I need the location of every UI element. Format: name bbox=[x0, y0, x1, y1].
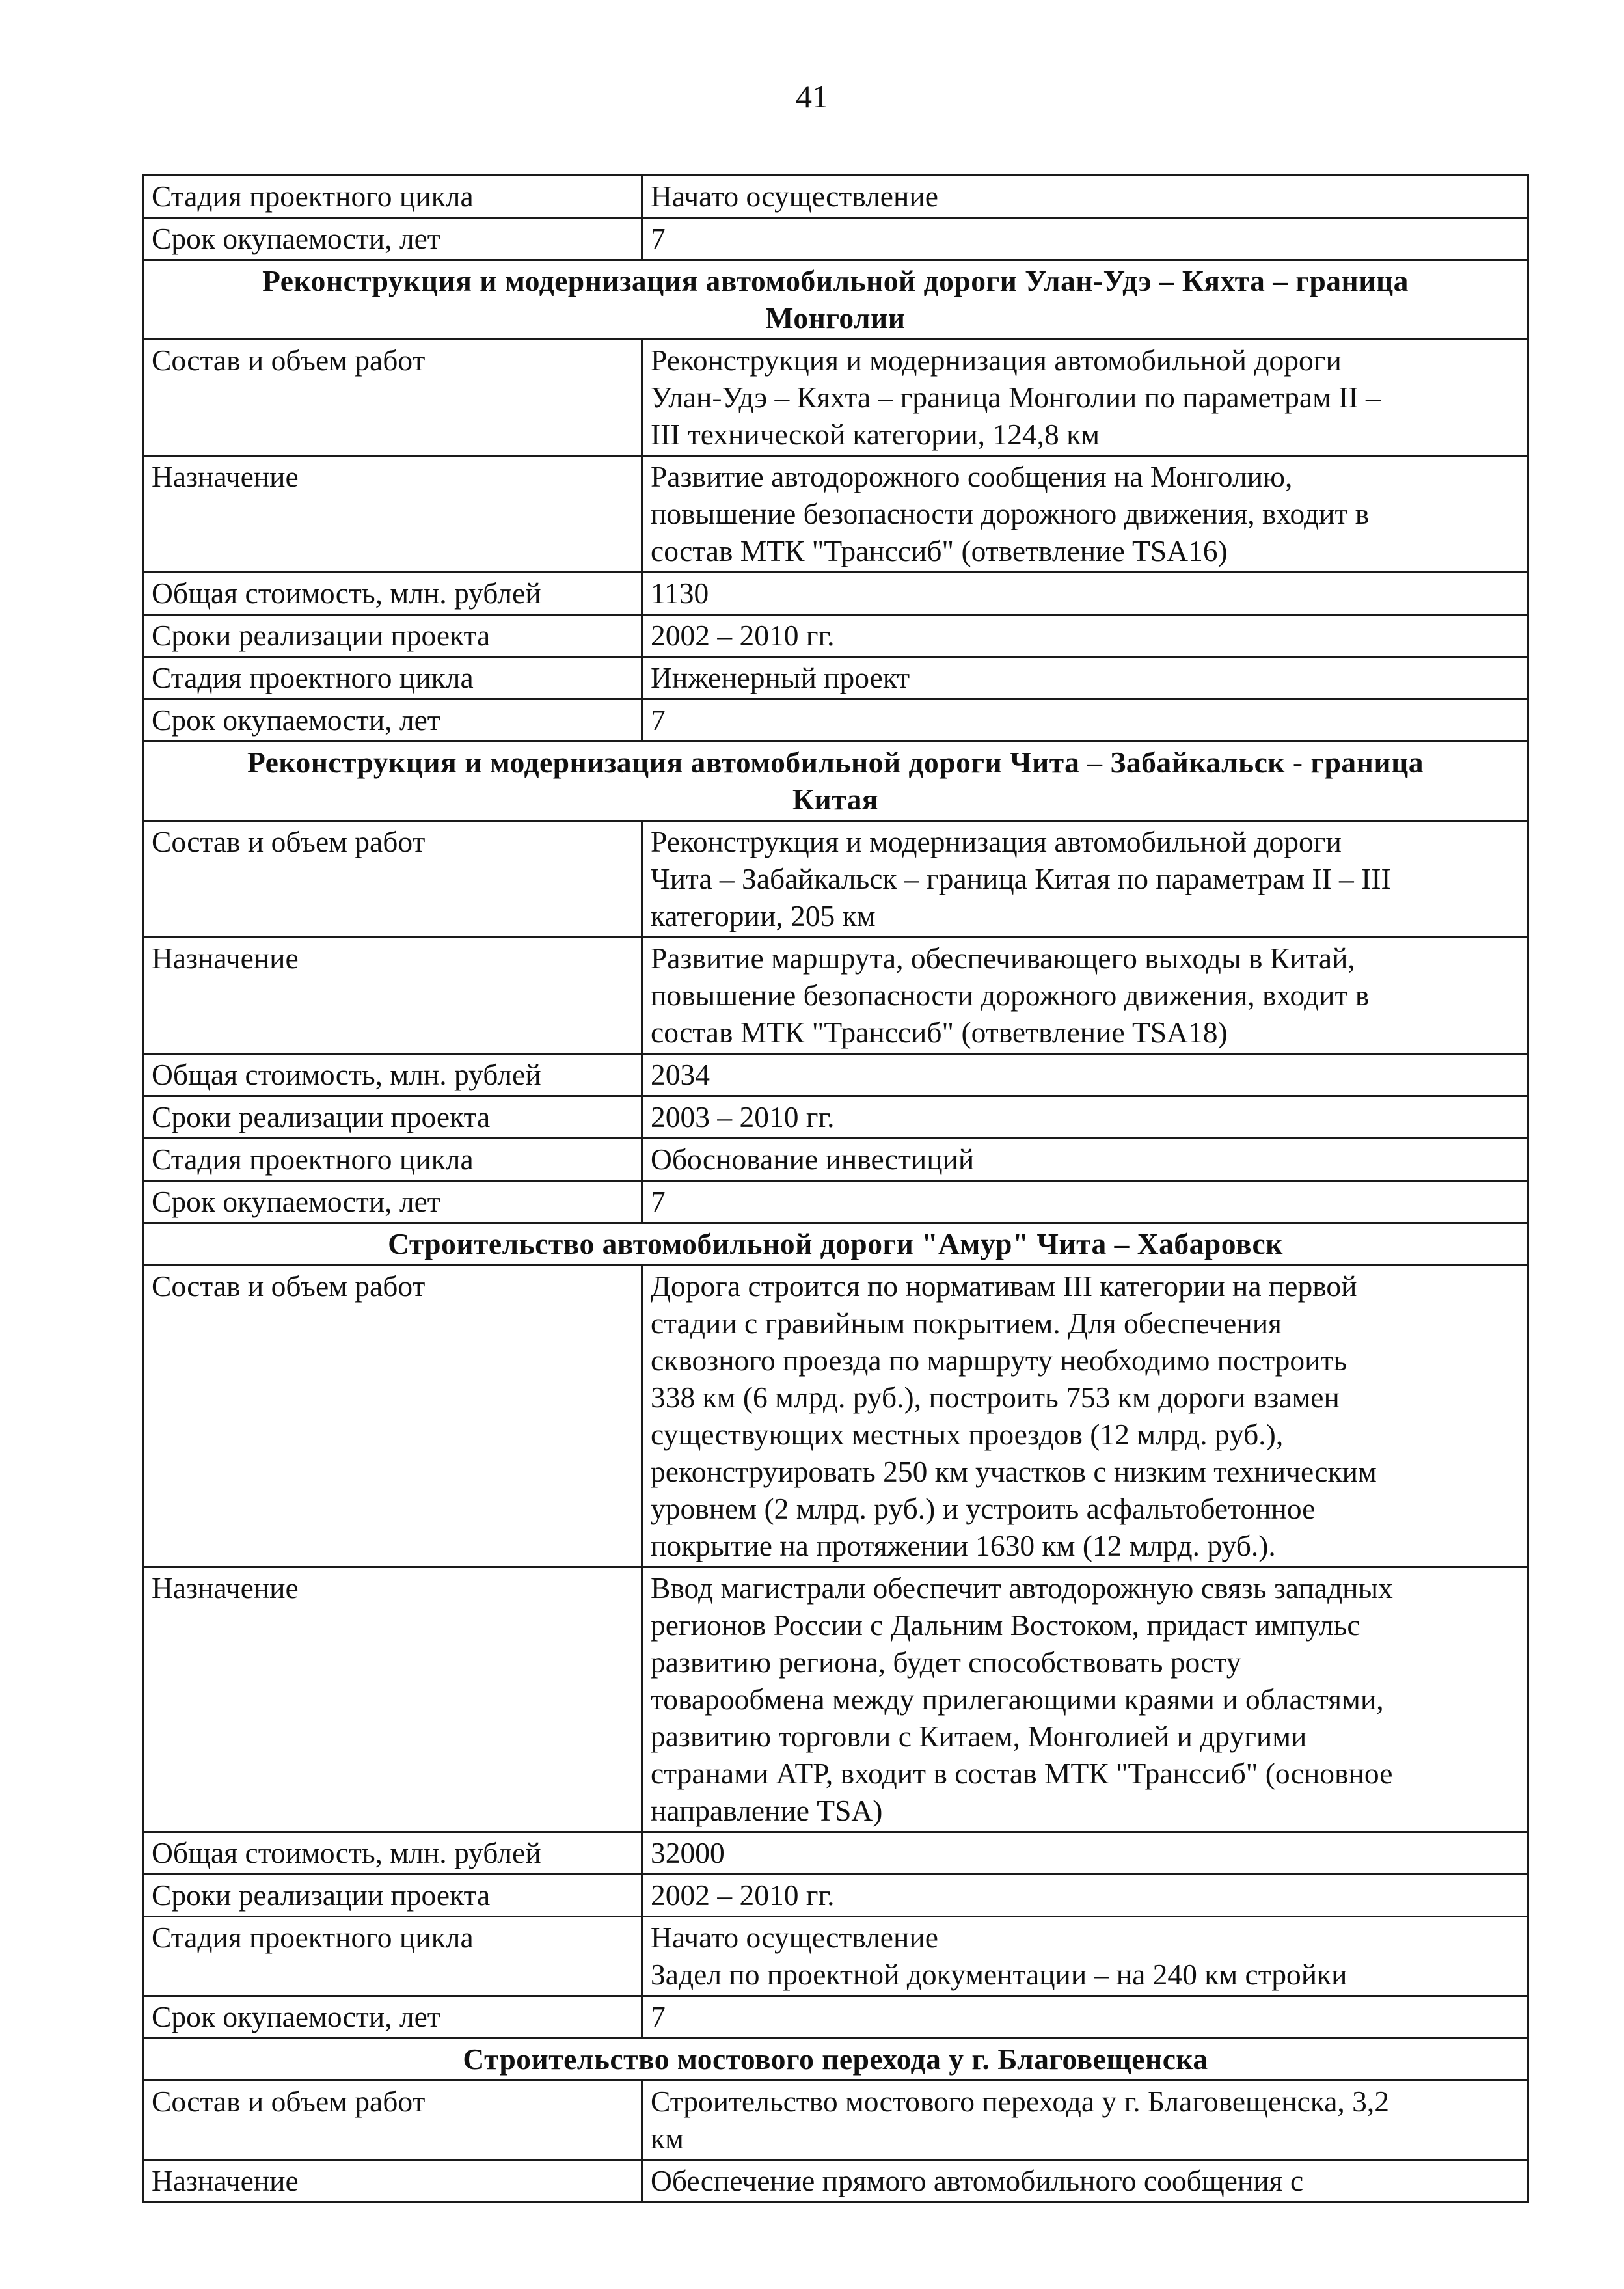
row-value: 7 bbox=[642, 218, 1528, 260]
row-label: Состав и объем работ bbox=[143, 340, 642, 456]
row-value: Начато осуществление Задел по проектной документации – на 240 км стройки bbox=[642, 1917, 1528, 1996]
table-row bbox=[143, 615, 1528, 657]
row-value: 32000 bbox=[642, 1832, 1528, 1875]
row-label: Назначение bbox=[143, 938, 642, 1054]
table-row bbox=[143, 2081, 1528, 2160]
row-label: Состав и объем работ bbox=[143, 821, 642, 938]
row-label: Общая стоимость, млн. рублей bbox=[143, 573, 642, 615]
table-row bbox=[143, 1096, 1528, 1139]
section-title: Строительство мостового перехода у г. Благовещенска bbox=[143, 2038, 1528, 2081]
row-value: Дорога строится по нормативам III категории на первой стадии с гравийным покрытием. Для обеспечения сквозного проезда по маршруту необходимо построить 338 км (6 млрд. руб.), построить 753 км дороги взамен существующих местных проездов (12 млрд. руб.), реконструировать 250 км участков с низким техническим уровнем (2 млрд. руб.) и устроить асфальтобетонное покрытие на протяжении 1630 км (12 млрд. руб.). bbox=[642, 1266, 1528, 1567]
table-row bbox=[143, 821, 1528, 938]
row-label: Сроки реализации проекта bbox=[143, 615, 642, 657]
row-value: 1130 bbox=[642, 573, 1528, 615]
row-label: Стадия проектного цикла bbox=[143, 1917, 642, 1996]
row-label: Назначение bbox=[143, 2160, 642, 2202]
row-label: Состав и объем работ bbox=[143, 2081, 642, 2160]
section-header-row bbox=[143, 260, 1528, 340]
row-value: 2003 – 2010 гг. bbox=[642, 1096, 1528, 1139]
row-value: 7 bbox=[642, 699, 1528, 742]
table-row bbox=[143, 2160, 1528, 2202]
row-label: Срок окупаемости, лет bbox=[143, 218, 642, 260]
table-row bbox=[143, 1917, 1528, 1996]
table-row bbox=[143, 1996, 1528, 2038]
table-row bbox=[143, 176, 1528, 218]
row-value: 2002 – 2010 гг. bbox=[642, 1875, 1528, 1917]
row-label: Стадия проектного цикла bbox=[143, 1139, 642, 1181]
table-row bbox=[143, 657, 1528, 699]
row-label: Назначение bbox=[143, 1567, 642, 1832]
table-row bbox=[143, 1875, 1528, 1917]
table-row bbox=[143, 1139, 1528, 1181]
row-label: Срок окупаемости, лет bbox=[143, 1181, 642, 1223]
projects-table-body bbox=[143, 176, 1528, 2202]
section-header-row bbox=[143, 742, 1528, 821]
row-label: Стадия проектного цикла bbox=[143, 657, 642, 699]
row-label: Сроки реализации проекта bbox=[143, 1875, 642, 1917]
table-row bbox=[143, 456, 1528, 573]
row-value: Развитие маршрута, обеспечивающего выходы в Китай, повышение безопасности дорожного движения, входит в состав МТК "Транссиб" (ответвление TSA18) bbox=[642, 938, 1528, 1054]
row-value: 7 bbox=[642, 1996, 1528, 2038]
row-value: Обеспечение прямого автомобильного сообщения с bbox=[642, 2160, 1528, 2202]
row-label: Срок окупаемости, лет bbox=[143, 1996, 642, 2038]
row-value: Обоснование инвестиций bbox=[642, 1139, 1528, 1181]
table-row bbox=[143, 1567, 1528, 1832]
section-header-row bbox=[143, 2038, 1528, 2081]
section-title: Реконструкция и модернизация автомобильной дороги Улан-Удэ – Кяхта – граница Монголии bbox=[143, 260, 1528, 340]
table-row bbox=[143, 1181, 1528, 1223]
row-value: Начато осуществление bbox=[642, 176, 1528, 218]
row-value: Строительство мостового перехода у г. Благовещенска, 3,2 км bbox=[642, 2081, 1528, 2160]
table-row bbox=[143, 938, 1528, 1054]
table-row bbox=[143, 1266, 1528, 1567]
row-label: Сроки реализации проекта bbox=[143, 1096, 642, 1139]
row-value: Инженерный проект bbox=[642, 657, 1528, 699]
row-value: 7 bbox=[642, 1181, 1528, 1223]
section-header-row bbox=[143, 1223, 1528, 1266]
row-label: Состав и объем работ bbox=[143, 1266, 642, 1567]
table-row bbox=[143, 340, 1528, 456]
row-value: Реконструкция и модернизация автомобильной дороги Улан-Удэ – Кяхта – граница Монголии по параметрам II – III технической категории, 124,8 км bbox=[642, 340, 1528, 456]
table-row bbox=[143, 699, 1528, 742]
table-row bbox=[143, 573, 1528, 615]
row-label: Общая стоимость, млн. рублей bbox=[143, 1832, 642, 1875]
table-row bbox=[143, 1054, 1528, 1096]
section-title: Строительство автомобильной дороги "Амур" Чита – Хабаровск bbox=[143, 1223, 1528, 1266]
row-label: Общая стоимость, млн. рублей bbox=[143, 1054, 642, 1096]
row-value: Развитие автодорожного сообщения на Монголию, повышение безопасности дорожного движения, входит в состав МТК "Транссиб" (ответвление TSA16) bbox=[642, 456, 1528, 573]
page-number: 41 bbox=[796, 78, 828, 115]
projects-table bbox=[142, 174, 1529, 2203]
row-value: Ввод магистрали обеспечит автодорожную связь западных регионов России с Дальним Востоком, придаст импульс развитию региона, будет способствовать росту товарообмена между прилегающими краями и областями, развитию торговли с Китаем, Монголией и другими странами АТР, входит в состав МТК "Транссиб" (основное направление TSA) bbox=[642, 1567, 1528, 1832]
row-label: Срок окупаемости, лет bbox=[143, 699, 642, 742]
row-label: Стадия проектного цикла bbox=[143, 176, 642, 218]
table-row bbox=[143, 1832, 1528, 1875]
row-value: 2002 – 2010 гг. bbox=[642, 615, 1528, 657]
row-label: Назначение bbox=[143, 456, 642, 573]
section-title: Реконструкция и модернизация автомобильной дороги Чита – Забайкальск - граница Китая bbox=[143, 742, 1528, 821]
row-value: Реконструкция и модернизация автомобильной дороги Чита – Забайкальск – граница Китая по параметрам II – III категории, 205 км bbox=[642, 821, 1528, 938]
table-row bbox=[143, 218, 1528, 260]
row-value: 2034 bbox=[642, 1054, 1528, 1096]
